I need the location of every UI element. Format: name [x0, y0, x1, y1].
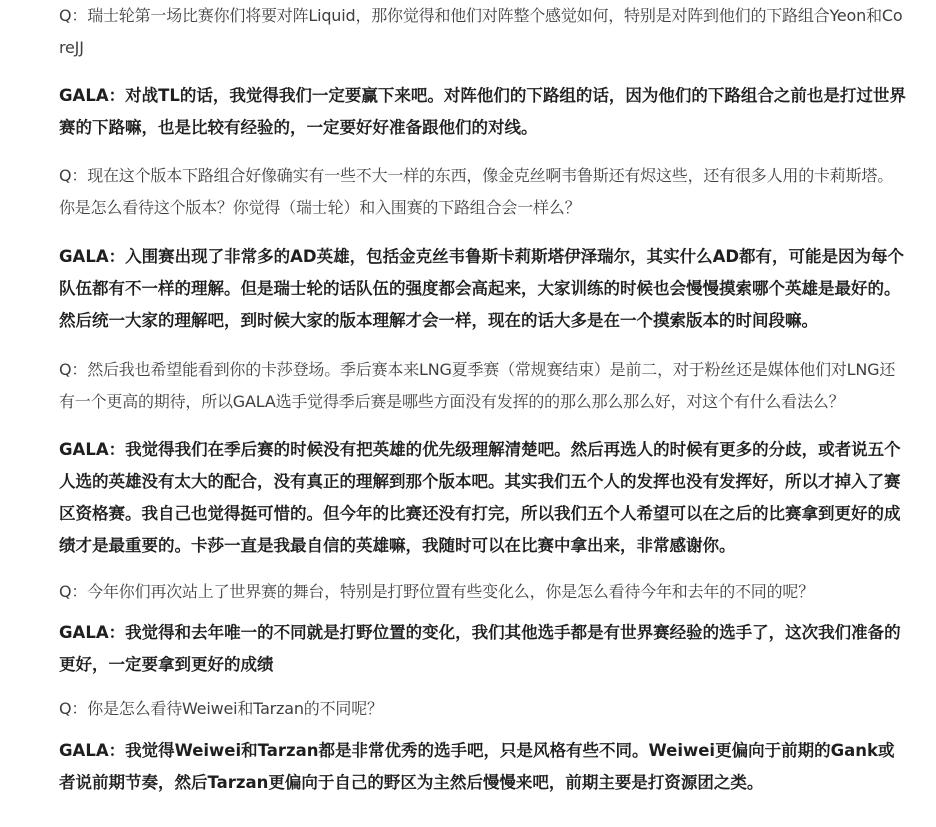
answer-paragraph: GALA：我觉得Weiwei和Tarzan都是非常优秀的选手吧，只是风格有些不同。Weiwei更偏向于前期的Gank或者说前期节奏，然后Tarzan更偏向于自己的野区为主然后慢慢来吧，前期主要是打资源团之类。	[59, 741, 895, 792]
question-paragraph: Q：现在这个版本下路组合好像确实有一些不大一样的东西，像金克丝啊韦鲁斯还有烬这些，还有很多人用的卡莉斯塔。你是怎么看待这个版本？你觉得（瑞士轮）和入围赛的下路组合会一样么？	[59, 166, 893, 217]
question-paragraph: Q：你是怎么看待Weiwei和Tarzan的不同呢？	[59, 699, 383, 718]
answer-paragraph: GALA：我觉得和去年唯一的不同就是打野位置的变化，我们其他选手都是有世界赛经验的选手了，这次我们准备的更好，一定要拿到更好的成绩	[59, 623, 901, 674]
question-paragraph: Q：今年你们再次站上了世界赛的舞台，特别是打野位置有些变化么，你是怎么看待今年和去年的不同的呢？	[59, 582, 814, 601]
answer-paragraph: GALA：入围赛出现了非常多的AD英雄，包括金克丝韦鲁斯卡莉斯塔伊泽瑞尔，其实什么AD都有，可能是因为每个队伍都有不一样的理解。但是瑞士轮的话队伍的强度都会高起来，大家训练的时候也会慢慢摸索哪个英雄是最好的。然后统一大家的理解吧，到时候大家的版本理解才会一样，现在的话大多是在一个摸索版本的时间段嘛。	[59, 247, 905, 330]
question-paragraph: Q：然后我也希望能看到你的卡莎登场。季后赛本来LNG夏季赛（常规赛结束）是前二，对于粉丝还是媒体他们对LNG还有一个更高的期待，所以GALA选手觉得季后赛是哪些方面没有发挥的的那么那么那么好，对这个有什么看法么？	[59, 360, 896, 411]
answer-paragraph: GALA：对战TL的话，我觉得我们一定要赢下来吧。对阵他们的下路组的话，因为他们的下路组合之前也是打过世界赛的下路嘛，也是比较有经验的，一定要好好准备跟他们的对线。	[59, 86, 906, 137]
answer-paragraph: GALA：我觉得我们在季后赛的时候没有把英雄的优先级理解清楚吧。然后再选人的时候有更多的分歧，或者说五个人选的英雄没有太大的配合，没有真正的理解到那个版本吧。其实我们五个人的发挥也没有发挥好，所以才掉入了赛区资格赛。我自己也觉得挺可惜的。但今年的比赛还没有打完，所以我们五个人希望可以在之后的比赛拿到更好的成绩才是最重要的。卡莎一直是我最自信的英雄嘛，我随时可以在比赛中拿出来，非常感谢你。	[59, 440, 901, 555]
interview-article	[59, 0, 907, 799]
question-paragraph: Q：瑞士轮第一场比赛你们将要对阵Liquid，那你觉得和他们对阵整个感觉如何，特别是对阵到他们的下路组合Yeon和CoreJJ	[59, 6, 903, 57]
